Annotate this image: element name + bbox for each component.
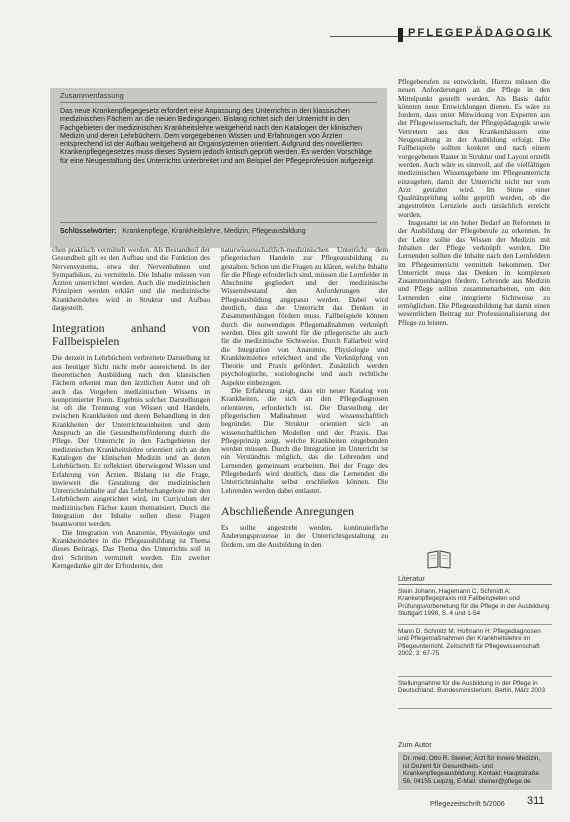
abstract-text: Das neue Krankenpflegegesetz erfordert eine Anpassung des Unterrichts in den klassischen medizinischen Fächern an die neuen Bedingungen. Bislang richtet sich der Unterricht in den Fachgebieten der medizinischen Krankheitslehre weitgehend nach den Katalogen der klinischen Medizin und deren Lehrbüchern. Dem vorgegebenen Wissen und Erfahrungen von Ärzten entsprechend ist der Aufbau weitgehend an Organsystemen orientiert. Aufgrund des novellierten Krankenpflegegesetzes muss dieses System jedoch kritisch geprüft werden. Es werden Vorschläge für eine Neugestaltung des Unterrichts unterbreitet und am Beispiel der Pflegeprofession aufgezeigt. [60, 107, 376, 165]
open-book-icon [426, 548, 452, 570]
paragraph: Die Erfahrung zeigt, dass ein neuer Katalog von Krankheiten, die sich an den Pflegediagnosen orientieren, erforderlich ist. Die Darstellung der pflegerischen Maßnahmen wird wissenschaftlich begründet. Die Struktur orientiert sich an wissenschaftlichen Modellen und der Praxis. Das Pflegeprinzip zeigt, welche Krankheiten eingebunden werden müssen. Durch die Integration im Unterricht ist ein Verständnis möglich, das die Lehrenden und Lernenden gemeinsam erarbeiten. Bei der Frage des Pflegebedarfs wird deutlich, dass die Lernenden die Unterrichtsinhalte selbst erschließen können. Die Lehrenden werden dabei entlastet. [221, 386, 388, 495]
paragraph: Die derzeit in Lehrbüchern verbreitete Darstellung ist aus heutiger Sicht nicht mehr ausreichend. In der theoretischen Ausbildung nach den klassischen Fächern erkennt man den ärztlichen Autor und oft auch das Vorgehen medizinischen Wissens in komprimierter Form. Ergebnis solcher Darstellungen ist oft die Trennung von Wissen und Handeln, zwischen Krankheiten und deren Behandlung in den Krankheiten der Unterrichtseinheiten und dem Anspruch an die Gesundheitsförderung durch die Pflege. Der Unterricht in den Fachgebieten der medizinischen Krankheitslehre orientiert sich an den Katalogen der klinischen Medizin und an deren Lehrbüchern. Er reflektiert überwiegend Wissen und Erfahrung von Ärzten. Bislang ist die Frage, inwieweit die Gestaltung der medizinischen Unterrichtsinhalte auf das Lehrbuchangebote mit den Lehrbüchern ausgerichtet wird, im Curriculum der medizinischen Fächer kaum thematisiert. Durch die Integration der Inhalte sollen diese Fragen beantwortet werden. [52, 353, 210, 529]
section-title: PFLEGEPÄDAGOGIK [408, 27, 553, 39]
page-header [0, 0, 570, 48]
abstract-box [50, 88, 387, 248]
paragraph: Es sollte angestrebt werden, kontinuierliche Änderungsprozesse in der Unterrichtsgestaltung zu fördern, um die Ausbildung in den [221, 522, 388, 549]
header-bar [398, 28, 403, 42]
page-number: 311 [527, 795, 545, 807]
divider [398, 624, 552, 625]
abstract-label: Zusammenfassung [60, 91, 124, 100]
paragraph: Die Integration von Anatomie, Physiologie und Krankheitslehre in die Pflegeausbildung ist Thema dieses Beitrags. Das Thema des Unterrichts soll in drei Schritten vermittelt werden. Ein zweiter Kerngedanke gilt der Erfordernis, den [52, 527, 210, 570]
divider [60, 222, 377, 223]
divider [398, 676, 552, 677]
column-3 [398, 78, 550, 327]
keywords [60, 228, 378, 235]
section-heading: Abschließende Anregungen [221, 503, 354, 518]
reference-entry: Stellungnahme für die Ausbildung in der Pflege in Deutschland. Bundesministerium. Berlin, März 2003 [398, 680, 546, 695]
keywords-text: Krankenpflege, Krankheitslehre, Medizin, Pflegeausbildung [122, 228, 306, 235]
reference-entry: Stein Johann, Hagemann C, Schmidt A: Krankenpflegepraxis mit Fallbeispielen und Prüfungsvorbereitung für die Pflege in der Ausbildung. Stuttgart 1998, S. 4 und 1-54 [398, 588, 552, 618]
section-heading: Integration anhand von Fallbeispielen [52, 321, 210, 349]
column-2 [221, 246, 388, 549]
paragraph: chen praktisch vermittelt werden. Als Bestandteil der Gesundheit gilt es den Aufbau und die Funktion des Nervensystems, etwa der Nervenbahnen und Sympathikus, zu vermitteln. Die Inhalte müssen von Ärzten unterrichtet werden. Auch die medizinischen Prinzipien werden erklärt und die medizinische Krankheitslehre wird in Struktur und Aufbau dargestellt. [52, 245, 210, 313]
column-1 [52, 246, 210, 570]
reference-entry: Mann D, Schmitz M, Hofmann H: Pflegediagnosen und Pflegemaßnahmen der Krankheitslehre im Pflegeunterricht. Zeitschrift für Pflegewissenschaft 2002; 3: 67-75 [398, 628, 541, 658]
paragraph: naturwissenschaftlich-medizinischen Unterricht dem pflegerischen Handeln zur Pflegeausbildung zu gestalten. Schon um die Fragen zu klären, welche Inhalte für die Pflege erforderlich sind, müssen die Lernfelder in Abschnitte gegliedert und der medizinische Wissensbestand den Anforderungen der Pflegeausbildung angepasst werden. Dabei wird deutlich, dass der Unterricht das Denken in Zusammenhängen fördern muss. Fallbeispiele können durch die notwendigen Pflegemaßnahmen verknüpft werden. Dies gilt sowohl für die pflegerische als auch für die medizinische Sichtweise. Durch Fallarbeit wird die Integration von Anatomie, Physiologie und Krankheitslehre erleichtert und die Verknüpfung von Theorie und Praxis gefördert. Zusätzlich werden psychologische, soziologische und auch rechtliche Aspekte einbezogen. [221, 245, 388, 387]
author-info-box: Dr. med. Otto R. Steiner, Arzt für Innere Medizin, ist Dozent für Gesundheits- und Krankenpflegeausbildung. Kontakt: Hauptstraße 56, 04155 Leipzig, E-Mail: steiner@pflege.de [398, 752, 552, 790]
paragraph: Insgesamt ist ein hoher Bedarf an Reformen in der Ausbildung der Pflegeberufe zu erkennen. In der Lehre sollte das Wissen der Medizin mit Inhalten der Pflege verknüpft werden. Die Lernenden sollten die Inhalte nach den Lernfeldern im Pflegeunterricht vermittelt bekommen. Der Unterricht muss das Denken in komplexen Zusammenhängen fördern. Lehrende aus Medizin und Pflege sollten zusammenarbeiten, um den Lernenden eine integrierte Sichtweise zu ermöglichen. Die Pflegeausbildung hat damit einen wesentlichen Beitrag zur Professionalisierung der Pflege zu leisten. [398, 218, 550, 327]
paragraph: Pflegeberufen zu entwickeln. Hierzu müssen die neuen Anforderungen an die Pflege in den Mittelpunkt gestellt werden. Als Basis dafür könnten neue Entwicklungen dienen. Es wäre zu fordern, dass unter Mitwirkung von Experten aus der Pflegewissenschaft, der Pflegepädagogik sowie Vertretern aus den Krankenhäusern eine Neugestaltung in der Ausbildung erfolgt. Die Fallbeispiele sollten konkret und nach einem vorgegebenen Raster in Struktur und Layout erstellt werden. Auch wäre es sinnvoll, auf die vielfältigen medizinischen Wissensgebiete im Pflegeunterricht einzugehen, damit der Unterricht nicht nur vom Arzt gestaltet wird. Im Sinne einer Qualitätsprüfung sollte geprüft werden, ob die angestrebten Lernziele auch tatsächlich erreicht wurden. [398, 77, 550, 219]
divider [398, 584, 552, 585]
literature-label: Literatur [398, 574, 425, 583]
keywords-label: Schlüsselwörter: [60, 228, 117, 235]
divider [398, 708, 552, 709]
journal-footer: Pflegezeitschrift 5/2006 [430, 799, 505, 808]
author-label: Zum Autor [398, 740, 432, 749]
author-section [398, 740, 552, 790]
divider [60, 102, 377, 103]
